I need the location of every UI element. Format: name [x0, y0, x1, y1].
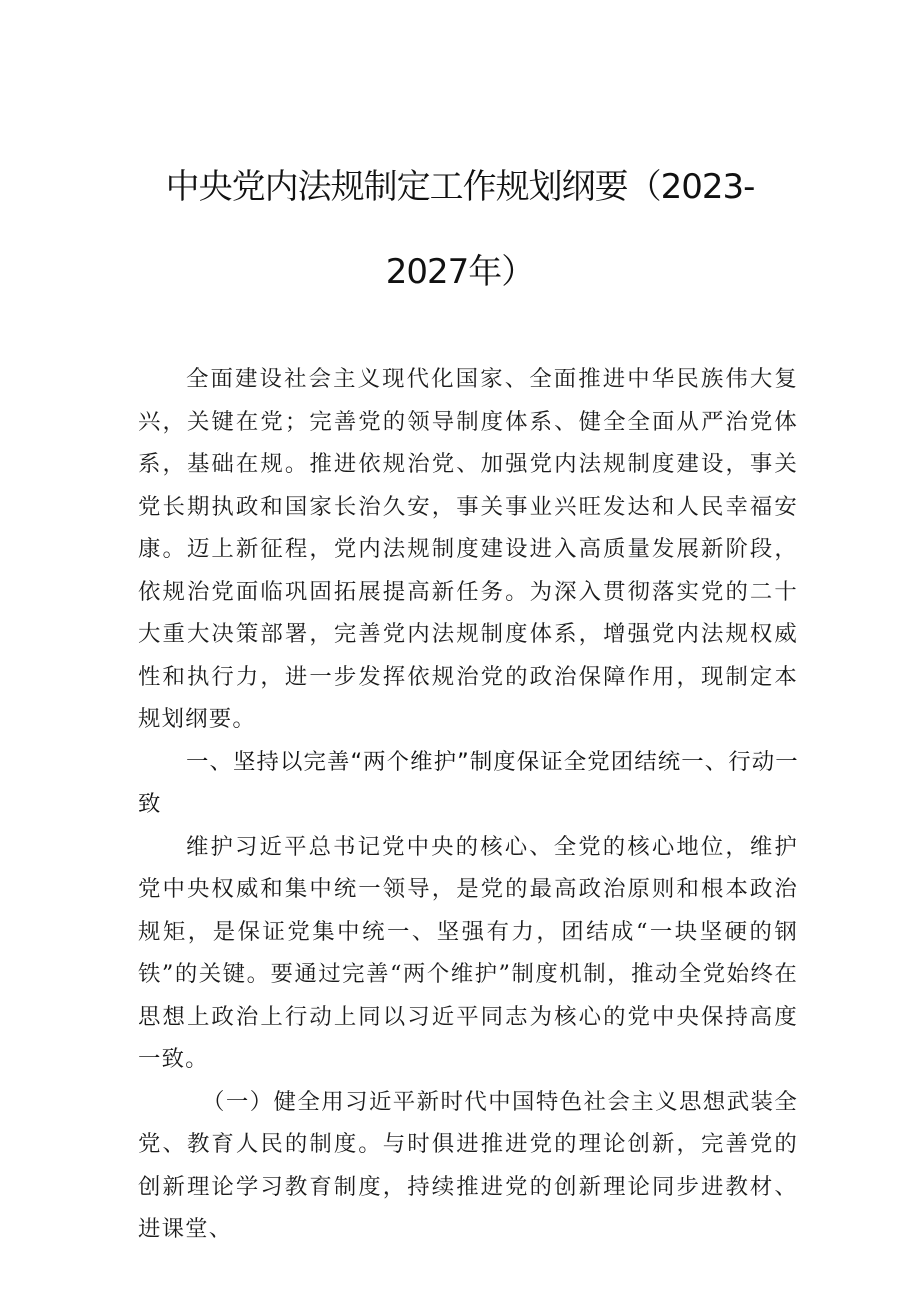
subsection-1-paragraph: （一）健全用习近平新时代中国特色社会主义思想武装全党、教育人民的制度。与时俱进推进党的理论创新，完善党的创新理论学习教育制度，持续推进党的创新理论同步进教材、进课堂、: [138, 1088, 798, 1242]
intro-paragraph: 全面建设社会主义现代化国家、全面推进中华民族伟大复兴，关键在党；完善党的领导制度体系、健全全面从严治党体系，基础在规。推进依规治党、加强党内法规制度建设，事关党长期执政和国家长治久安，事关事业兴旺发达和人民幸福安康。迈上新征程，党内法规制度建设进入高质量发展新阶段，依规治党面临巩固拓展提高新任务。为深入贯彻落实党的二十大重大决策部署，完善党内法规制度体系，增强党内法规权威性和执行力，进一步发挥依规治党的政治保障作用，现制定本规划纲要。: [138, 366, 798, 732]
document-body: [138, 358, 798, 1251]
section-1-heading: 一、坚持以完善“两个维护”制度保证全党团结统一、行动一致: [138, 748, 798, 817]
document-title-line-2: 2027年）: [385, 252, 535, 292]
section-1-paragraph: 维护习近平总书记党中央的核心、全党的核心地位，维护党中央权威和集中统一领导，是党的最高政治原则和根本政治规矩，是保证党集中统一、坚强有力，团结成“一块坚硬的钢铁”的关键。要通过完善“两个维护”制度机制，推动全党始终在思想上政治上行动上同以习近平同志为核心的党中央保持高度一致。: [138, 833, 798, 1072]
document-title-line-1: 中央党内法规制定工作规划纲要（2023-: [165, 167, 755, 207]
